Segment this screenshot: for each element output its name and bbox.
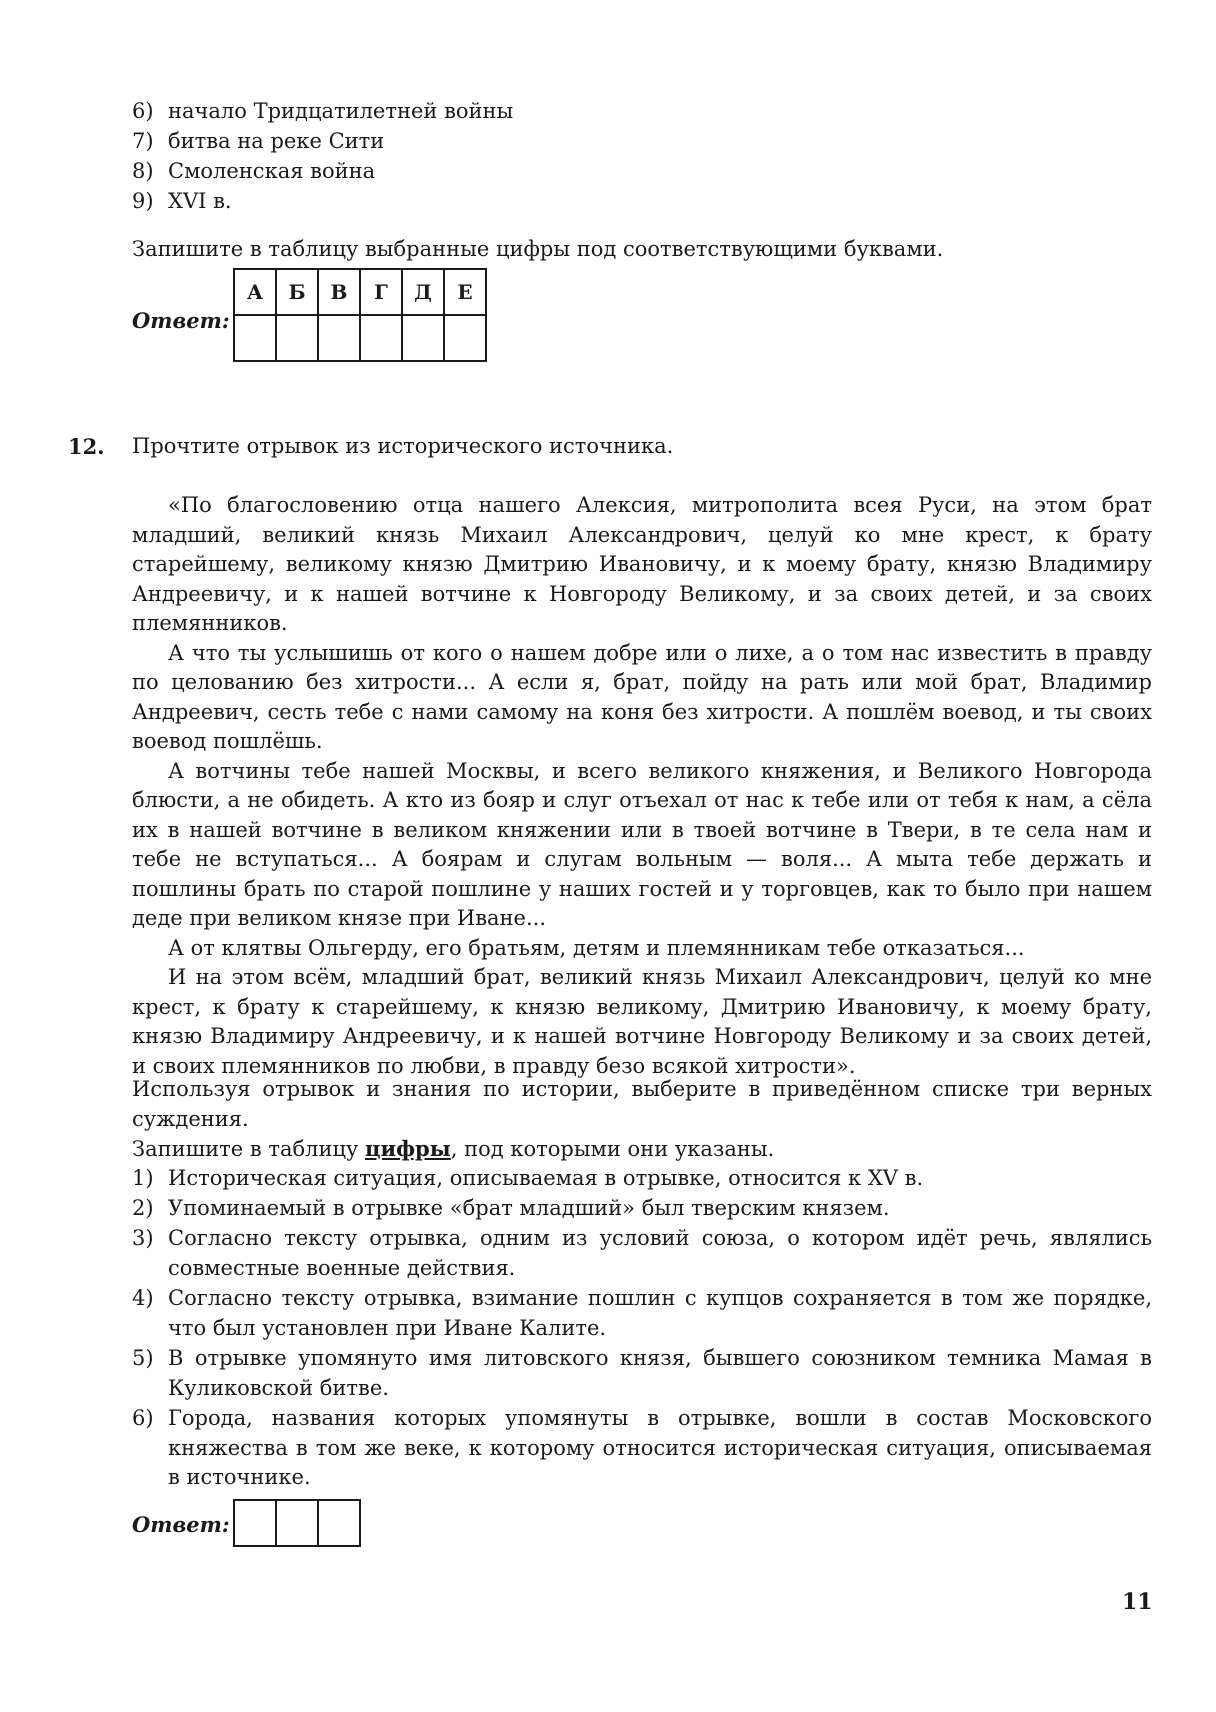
answer-box-3[interactable] [318, 1500, 360, 1546]
letter-cell-d: Д [402, 269, 444, 315]
answer-cell-e[interactable] [444, 315, 486, 361]
letter-cell-b: Б [276, 269, 318, 315]
q11-answer-label: Ответ: [132, 308, 230, 333]
statement-1: 1) Историческая ситуация, описываемая в отрывке, относится к XV в. [132, 1166, 924, 1190]
answer-cell-v[interactable] [318, 315, 360, 361]
source-paragraph: А вотчины тебе нашей Москвы, и всего великого княжения, и Великого Новгорода блюсти, а не обидеть. А кто из бояр и слуг отъехал от нас к тебе или от тебя к нам, а сёла их в нашей вотчине в великом княжении или в твоей вотчине в Твери, в те села нам и тебе не вступаться... А боярам и слугам вольным — воля... А мыта тебе держать и пошлины брать по старой пошлине у наших гостей и у торговцев, как то было при нашем деде при великом князе при Иване... [132, 758, 1152, 930]
option-6: 6) начало Тридцатилетней войны [132, 99, 514, 123]
letter-cell-e: Е [444, 269, 486, 315]
answer-box-1[interactable] [234, 1500, 276, 1546]
q12-task-line1: Используя отрывок и знания по истории, выберите в приведённом списке три верных суждения. [132, 1077, 1152, 1131]
answer-cell-g[interactable] [360, 315, 402, 361]
statement-3: 3) Согласно тексту отрывка, одним из условий союза, о котором идёт речь, являлись совместные военные действия. [132, 1226, 1152, 1280]
source-paragraph: А что ты услышишь от кого о нашем добре или о лихе, а о том нас известить в правду по целованию без хитрости... А если я, брат, пойду на рать или мой брат, Владимир Андреевич, сесть тебе с нами самому на коня без хитрости. А пошлём воевод, и ты своих воевод пошлёшь. [132, 640, 1152, 753]
letter-cell-v: В [318, 269, 360, 315]
source-paragraph: «По благословению отца нашего Алексия, митрополита всея Руси, на этом брат младший, великий князь Михаил Александрович, целуй ко мне крест, к брату старейшему, великому князю Дмитрию Ивановичу, и к моему брату, князю Владимиру Андреевичу, и к нашей вотчине к Новгороду Великому, и за своих детей, и за своих племянников. [132, 493, 1152, 635]
statement-6: 6) Города, названия которых упомянуты в отрывке, вошли в состав Московского княжества в том же веке, к которому относится историческая ситуация, описываемая в источнике. [132, 1406, 1152, 1489]
source-paragraph: А от клятвы Ольгерду, его братьям, детям и племянникам тебе отказаться... [168, 935, 1025, 960]
answer-cell-d[interactable] [402, 315, 444, 361]
q12-task [132, 1075, 1152, 1165]
statement-2: 2) Упоминаемый в отрывке «брат младший» был тверским князем. [132, 1196, 890, 1220]
answer-box-2[interactable] [276, 1500, 318, 1546]
page-number: 11 [1122, 1589, 1153, 1615]
option-9: 9) XVI в. [132, 189, 232, 213]
q12-number: 12. [68, 434, 105, 459]
q12-prompt: Прочтите отрывок из исторического источника. [132, 434, 674, 458]
q11-answer-table [233, 268, 487, 362]
statement-4: 4) Согласно тексту отрывка, взимание пошлин с купцов сохраняется в том же порядке, что был установлен при Иване Калите. [132, 1286, 1152, 1340]
q11-instruction: Запишите в таблицу выбранные цифры под соответствующими буквами. [132, 237, 944, 261]
letter-cell-a: А [234, 269, 276, 315]
option-7: 7) битва на реке Сити [132, 129, 385, 153]
letter-cell-g: Г [360, 269, 402, 315]
option-8: 8) Смоленская война [132, 159, 376, 183]
q11-answer-row [234, 315, 486, 361]
q12-answer-row [234, 1500, 360, 1546]
source-paragraph: И на этом всём, младший брат, великий князь Михаил Александрович, целуй ко мне крест, к брату к старейшему, к князю великому, Дмитрию Ивановичу, к моему брату, князю Владимиру Андреевичу, и к нашей вотчине Новгороду Великому и за своих детей, и своих племянников по любви, в правду безо всякой хитрости». [132, 965, 1152, 1078]
source-excerpt [132, 491, 1152, 1081]
answer-cell-a[interactable] [234, 315, 276, 361]
answer-cell-b[interactable] [276, 315, 318, 361]
statement-5: 5) В отрывке упомянуто имя литовского князя, бывшего союзником темника Мамая в Куликовской битве. [132, 1346, 1152, 1400]
q12-answer-table [233, 1499, 361, 1547]
q12-task-line2: Запишите в таблицу цифры, под которыми они указаны. [132, 1136, 775, 1161]
q12-answer-label: Ответ: [132, 1512, 230, 1537]
q11-letter-row [234, 269, 486, 315]
